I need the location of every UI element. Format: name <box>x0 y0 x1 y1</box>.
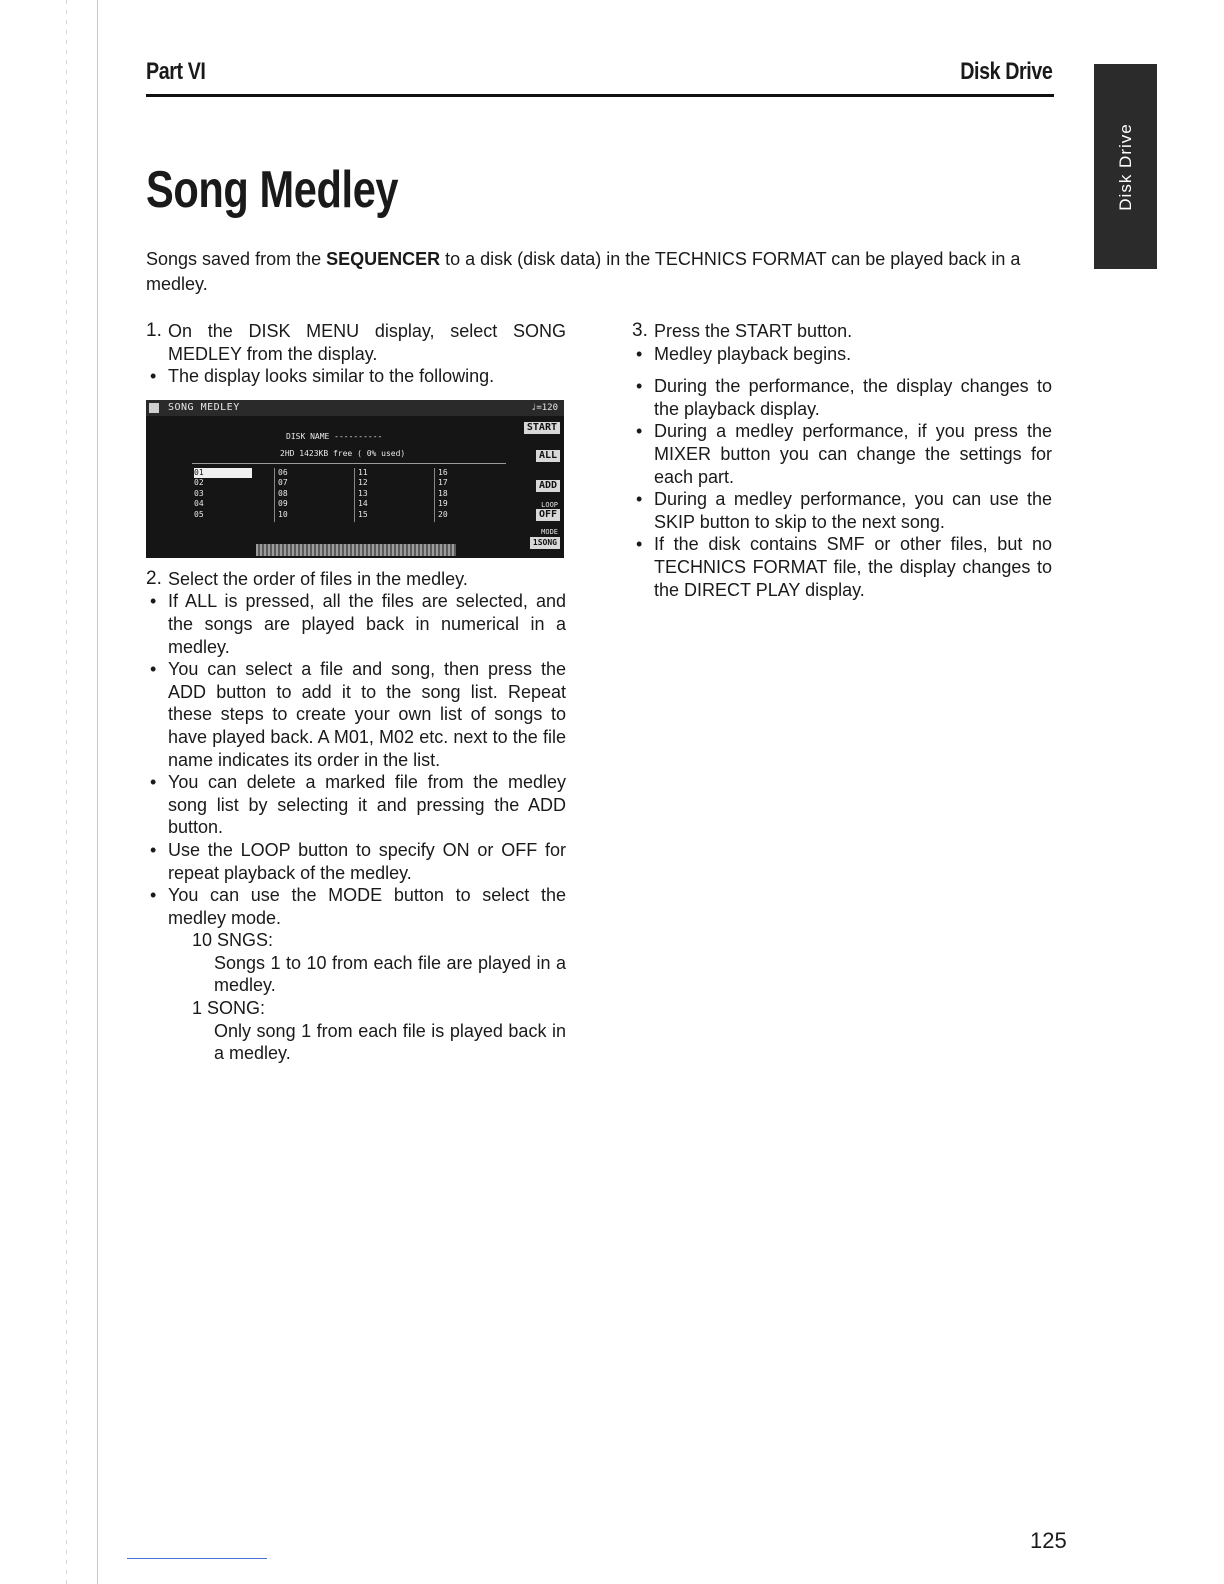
step-3 <box>632 320 1052 343</box>
file-column-1 <box>194 468 264 521</box>
footer-line <box>127 1558 267 1559</box>
loop-label: LOOP <box>541 500 558 509</box>
lcd-disk-name: DISK NAME ---------- <box>286 431 383 441</box>
file-slot[interactable]: 17 <box>438 478 448 488</box>
right-column <box>632 320 1052 601</box>
file-slot[interactable]: 04 <box>194 499 204 509</box>
step-3-bullet: • Medley playback begins. <box>632 343 1052 366</box>
intro-bold: SEQUENCER <box>326 249 441 269</box>
file-slot[interactable]: 05 <box>194 509 204 519</box>
file-slot[interactable]: 02 <box>194 478 204 488</box>
lcd-title: SONG MEDLEY <box>168 401 240 413</box>
left-column <box>146 320 566 1065</box>
disk-icon <box>149 403 159 413</box>
note-bullet: • During a medley performance, you can use the SKIP button to skip to the next song. <box>632 488 1052 533</box>
mode-term: 1 SONG: <box>192 998 266 1019</box>
add-button[interactable]: ADD <box>536 480 560 492</box>
intro-post: to a disk (disk data) in the TECHNICS FORMAT can be played back in a medley. <box>146 249 1021 294</box>
file-slot[interactable]: 20 <box>438 509 448 519</box>
file-slot[interactable]: 09 <box>278 499 288 509</box>
spacer <box>632 365 1052 375</box>
file-slot[interactable]: 13 <box>358 488 368 498</box>
step-2 <box>146 568 566 591</box>
file-column-3 <box>358 468 428 521</box>
intro-pre: Songs saved from the <box>146 249 327 269</box>
page-title: Song Medley <box>146 161 399 219</box>
file-slot[interactable]: 03 <box>194 488 204 498</box>
grid-divider <box>354 468 355 522</box>
mode-description: Only song 1 from each file is played back in a medley. <box>214 1020 566 1064</box>
grid-divider <box>274 468 275 522</box>
note-bullet: • During the performance, the display changes to the playback display. <box>632 375 1052 420</box>
step-2-text: Select the order of files in the medley. <box>168 568 468 589</box>
file-slot[interactable]: 01 <box>194 468 252 479</box>
mode-label: MODE <box>541 527 558 536</box>
step-2-bullet: • You can select a file and song, then press the ADD button to add it to the song list. Repeat these steps to create your own list of songs to have played back. A M01, M02 etc. next to the file name indicates its order in the list. <box>146 658 566 771</box>
mode-term: 10 SNGS: <box>192 930 274 951</box>
intro-paragraph <box>146 247 1052 297</box>
step-2-bullet: • You can use the MODE button to select the medley mode. <box>146 884 566 929</box>
loop-off-button[interactable]: OFF <box>536 509 560 521</box>
file-column-2 <box>278 468 348 521</box>
step-3-text: Press the START button. <box>654 321 853 341</box>
note-bullet: • During a medley performance, if you press the MIXER button you can change the settings for each part. <box>632 420 1052 488</box>
lcd-disk-info: 2HD 1423KB free ( 0% used) <box>280 448 406 458</box>
lcd-scrollbar[interactable] <box>256 544 456 556</box>
mode-description: Songs 1 to 10 from each file are played in a medley. <box>214 952 566 996</box>
header-section: Disk Drive <box>959 58 1052 85</box>
file-slot[interactable]: 19 <box>438 499 448 509</box>
header-part: Part VI <box>146 58 206 85</box>
step-2-bullet: • Use the LOOP button to specify ON or OFF for repeat playback of the medley. <box>146 839 566 884</box>
file-slot[interactable]: 15 <box>358 509 368 519</box>
lcd-tempo: ♩=120 <box>530 402 558 413</box>
file-slot[interactable]: 12 <box>358 478 368 488</box>
step-2-number: 2. <box>146 567 162 589</box>
all-button[interactable]: ALL <box>536 450 560 462</box>
binding-dots <box>66 0 67 1584</box>
step-1-bullet: • The display looks similar to the following. <box>146 365 566 388</box>
step-1 <box>146 320 566 365</box>
step-1-number: 1. <box>146 320 162 341</box>
step-2-bullet: • You can delete a marked file from the medley song list by selecting it and pressing the ADD button. <box>146 771 566 839</box>
step-3-number: 3. <box>632 320 648 341</box>
header-rule <box>146 94 1054 97</box>
file-slot[interactable]: 11 <box>358 467 368 477</box>
step-2-bullet: • If ALL is pressed, all the files are selected, and the songs are played back in numerical in a medley. <box>146 590 566 658</box>
file-slot[interactable]: 08 <box>278 488 288 498</box>
file-slot[interactable]: 10 <box>278 509 288 519</box>
grid-divider <box>434 468 435 522</box>
start-button[interactable]: START <box>524 422 560 434</box>
file-column-4 <box>438 468 508 521</box>
file-slot[interactable]: 16 <box>438 467 448 477</box>
side-tab-label: Disk Drive <box>1115 122 1135 211</box>
file-slot[interactable]: 14 <box>358 499 368 509</box>
lcd-divider <box>192 463 506 464</box>
page-number: 125 <box>1030 1528 1067 1553</box>
lcd-screen <box>146 400 564 558</box>
step-1-text: On the DISK MENU display, select SONG MEDLEY from the display. <box>168 321 566 364</box>
file-slot[interactable]: 06 <box>278 467 288 477</box>
binding-line <box>97 0 98 1584</box>
note-bullet: • If the disk contains SMF or other files, but no TECHNICS FORMAT file, the display changes to the DIRECT PLAY display. <box>632 533 1052 601</box>
file-slot[interactable]: 07 <box>278 478 288 488</box>
mode-button[interactable]: 1SONG <box>530 537 560 549</box>
file-slot[interactable]: 18 <box>438 488 448 498</box>
side-tab <box>1094 64 1157 269</box>
